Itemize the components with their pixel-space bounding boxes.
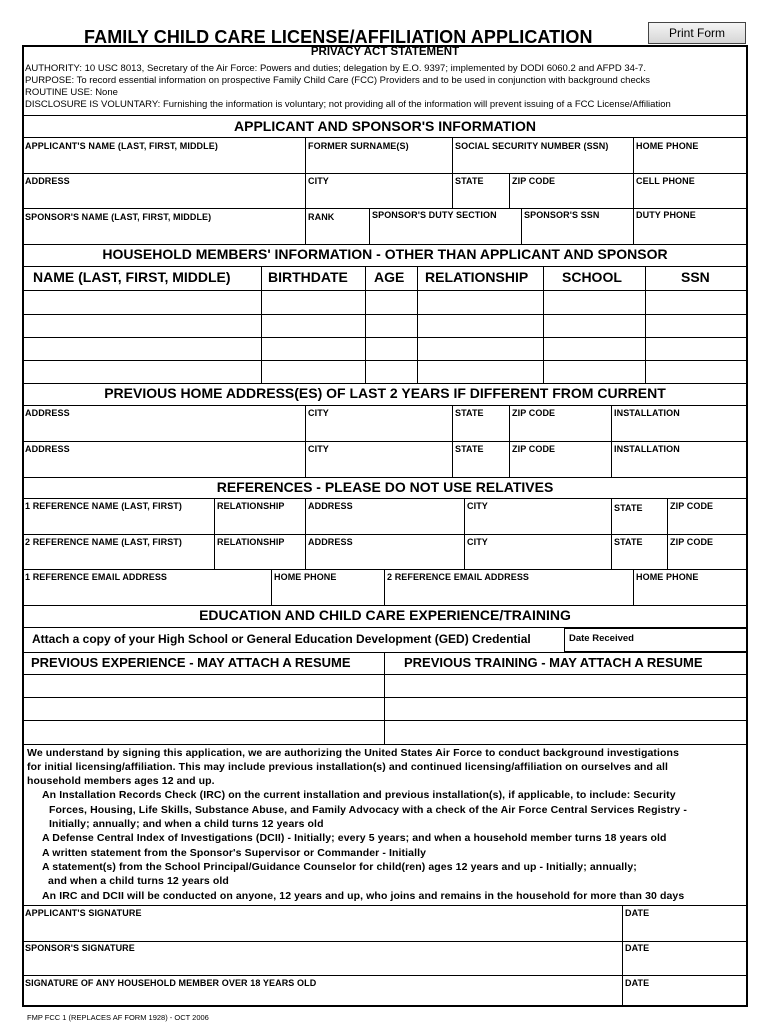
ref2-city-label: CITY (467, 537, 488, 547)
statement-line: Forces, Housing, Life Skills, Substance Abuse, and Family Advocacy with a check of the Air Force Central Services Registry - (49, 804, 687, 816)
training-field-1[interactable] (386, 676, 746, 696)
divider (22, 477, 748, 478)
ref1-home-phone-label: HOME PHONE (274, 572, 337, 582)
divider (464, 498, 465, 569)
divider (611, 498, 612, 569)
previous-training-header: PREVIOUS TRAINING - MAY ATTACH A RESUME (404, 655, 703, 670)
divider (509, 405, 510, 477)
experience-field-1[interactable] (24, 676, 382, 696)
cell-phone-field[interactable] (634, 187, 746, 207)
divider (369, 208, 370, 244)
divider (417, 266, 418, 383)
divider (22, 314, 748, 315)
sponsor-ssn-field[interactable] (522, 222, 633, 242)
divider (305, 137, 306, 244)
state-label: STATE (455, 176, 484, 186)
divider (305, 498, 306, 569)
divider (22, 383, 748, 384)
household-signature-label: SIGNATURE OF ANY HOUSEHOLD MEMBER OVER 18 YEARS OLD (25, 978, 317, 988)
applicant-name-field[interactable] (24, 152, 304, 172)
divider (22, 941, 748, 942)
prev-state-label: STATE (455, 408, 484, 418)
divider (22, 244, 748, 245)
privacy-authority: AUTHORITY: 10 USC 8013, Secretary of the Air Force: Powers and duties; delegation by E.O. 9397; implemented by DODI 6060.2 and AFPD 34-7. (25, 63, 646, 74)
rank-label: RANK (308, 212, 335, 222)
divider (452, 137, 453, 208)
privacy-disclosure: DISCLOSURE IS VOLUNTARY: Furnishing the information is voluntary; not providing all of the information will prevent issuing of a FCC License/Affiliation (25, 99, 671, 110)
home-phone-label: HOME PHONE (636, 141, 699, 151)
household-row-3-name[interactable] (24, 339, 260, 359)
former-surname-label: FORMER SURNAME(S) (308, 141, 409, 151)
statement-line: household members ages 12 and up. (27, 775, 215, 787)
divider (22, 360, 748, 361)
divider (633, 137, 634, 244)
divider (22, 115, 748, 116)
print-form-button[interactable]: Print Form (648, 22, 746, 44)
applicant-name-label: APPLICANT'S NAME (LAST, FIRST, MIDDLE) (25, 141, 218, 151)
prev-address-field-2[interactable] (24, 455, 304, 476)
section-title-applicant: APPLICANT AND SPONSOR'S INFORMATION (234, 118, 536, 134)
applicant-signature-label: APPLICANT'S SIGNATURE (25, 908, 142, 918)
sponsor-ssn-label: SPONSOR'S SSN (524, 210, 600, 220)
divider (633, 569, 634, 605)
form-title: FAMILY CHILD CARE LICENSE/AFFILIATION APPLICATION (84, 27, 593, 47)
city-field[interactable] (306, 187, 452, 207)
divider (22, 744, 748, 745)
divider (22, 697, 748, 698)
divider (271, 569, 272, 605)
ref1-email-field[interactable] (24, 583, 270, 604)
col-school: SCHOOL (562, 269, 622, 285)
statement-line: A Defense Central Index of Investigations (DCII) - Initially; every 5 years; and when a household member turns 18 years old (42, 832, 667, 844)
divider (22, 652, 748, 653)
divider (22, 534, 748, 535)
sponsor-name-field[interactable] (24, 224, 304, 242)
col-ssn: SSN (681, 269, 710, 285)
ref2-zip-label: ZIP CODE (670, 537, 714, 547)
address-label: ADDRESS (25, 176, 70, 186)
sponsor-signature-field[interactable] (24, 954, 620, 974)
divider (22, 569, 748, 570)
prev-address-field[interactable] (24, 419, 304, 440)
divider (305, 405, 306, 477)
statement-line: for initial licensing/affiliation. This may include previous installation(s) and continued licensing/affiliation on ourselves and all (27, 761, 669, 773)
divider (261, 266, 262, 383)
divider (22, 290, 748, 291)
household-row-4-name[interactable] (24, 362, 260, 382)
prev-installation-label-2: INSTALLATION (614, 444, 680, 454)
ref2-name-label: 2 REFERENCE NAME (LAST, FIRST) (25, 537, 183, 547)
sponsor-date-label: DATE (625, 943, 650, 953)
prev-state-label-2: STATE (455, 444, 484, 454)
privacy-purpose: PURPOSE: To record essential information on prospective Family Child Care (FCC) Providers and to be used in conjunction with background checks (25, 75, 651, 86)
divider (22, 208, 748, 209)
ref2-name-field[interactable] (24, 548, 213, 568)
prev-zip-label: ZIP CODE (512, 408, 556, 418)
statement-line: An IRC and DCII will be conducted on anyone, 12 years and up, who joins and remains in the household for more than 30 days (42, 890, 685, 902)
sponsor-signature-label: SPONSOR'S SIGNATURE (25, 943, 135, 953)
ref2-address-label: ADDRESS (308, 537, 353, 547)
divider (521, 208, 522, 244)
ref1-state-label: STATE (614, 503, 643, 513)
state-field[interactable] (453, 187, 509, 207)
household-signature-field[interactable] (24, 989, 620, 1005)
divider (22, 337, 748, 338)
ssn-field[interactable] (453, 152, 633, 172)
ref1-address-label: ADDRESS (308, 501, 353, 511)
divider (22, 441, 748, 442)
divider (384, 569, 385, 605)
household-date-label: DATE (625, 978, 650, 988)
divider (645, 266, 646, 383)
divider (22, 605, 748, 606)
divider (214, 498, 215, 569)
applicant-date-field[interactable] (624, 919, 746, 940)
ref1-relationship-label: RELATIONSHIP (217, 501, 285, 511)
former-surname-field[interactable] (306, 152, 452, 172)
section-title-household: HOUSEHOLD MEMBERS' INFORMATION - OTHER THAN APPLICANT AND SPONSOR (102, 246, 668, 262)
divider (22, 720, 748, 721)
divider (384, 652, 385, 744)
ref1-city-label: CITY (467, 501, 488, 511)
ref1-name-label: 1 REFERENCE NAME (LAST, FIRST) (25, 501, 183, 511)
household-date-field[interactable] (624, 989, 746, 1005)
sponsor-date-field[interactable] (624, 954, 746, 974)
col-name: NAME (LAST, FIRST, MIDDLE) (33, 269, 231, 285)
ref1-zip-label: ZIP CODE (670, 501, 714, 511)
section-title-previous: PREVIOUS HOME ADDRESS(ES) OF LAST 2 YEARS IF DIFFERENT FROM CURRENT (104, 385, 666, 401)
divider (622, 905, 623, 1007)
divider (22, 498, 748, 499)
divider (509, 173, 510, 208)
previous-experience-header: PREVIOUS EXPERIENCE - MAY ATTACH A RESUME (31, 655, 351, 670)
col-birthdate: BIRTHDATE (268, 269, 348, 285)
divider (22, 905, 748, 906)
sponsor-name-label: SPONSOR'S NAME (LAST, FIRST, MIDDLE) (25, 212, 212, 222)
privacy-routine: ROUTINE USE: None (25, 87, 118, 98)
prev-city-label: CITY (308, 408, 329, 418)
cell-phone-label: CELL PHONE (636, 176, 695, 186)
ref1-email-label: 1 REFERENCE EMAIL ADDRESS (25, 572, 168, 582)
prev-zip-label-2: ZIP CODE (512, 444, 556, 454)
divider (22, 137, 748, 138)
zip-label: ZIP CODE (512, 176, 556, 186)
prev-address-label-2: ADDRESS (25, 444, 70, 454)
ssn-label: SOCIAL SECURITY NUMBER (SSN) (455, 141, 609, 151)
statement-line: and when a child turns 12 years old (48, 875, 229, 887)
ref2-relationship-label: RELATIONSHIP (217, 537, 285, 547)
statement-line: Initially; annually; and when a child turns 12 years old (49, 818, 324, 830)
applicant-date-label: DATE (625, 908, 650, 918)
ref2-email-field[interactable] (386, 583, 632, 604)
ref2-state-label: STATE (614, 537, 643, 547)
divider (22, 975, 748, 976)
address-field[interactable] (24, 187, 304, 207)
duty-section-label: SPONSOR'S DUTY SECTION (372, 210, 497, 220)
prev-city-label-2: CITY (308, 444, 329, 454)
duty-phone-field[interactable] (634, 222, 746, 242)
rank-field[interactable] (306, 224, 368, 242)
ref2-home-phone-label: HOME PHONE (636, 572, 699, 582)
ged-credential-text: Attach a copy of your High School or General Education Development (GED) Credential (32, 632, 531, 646)
divider (543, 266, 544, 383)
duty-section-field[interactable] (370, 222, 520, 242)
statement-line: We understand by signing this application, we are authorizing the United States Air Force to conduct background investigations (27, 747, 680, 759)
divider (22, 173, 748, 174)
divider (22, 405, 748, 406)
privacy-title: PRIVACY ACT STATEMENT (310, 46, 460, 58)
household-row-1-name[interactable] (24, 292, 260, 313)
col-age: AGE (374, 269, 405, 285)
divider (452, 405, 453, 477)
city-label: CITY (308, 176, 329, 186)
zip-field[interactable] (510, 187, 633, 207)
divider (667, 498, 668, 569)
form-number-footer: FMP FCC 1 (REPLACES AF FORM 1928) - OCT 2006 (27, 1013, 209, 1022)
divider (22, 266, 748, 267)
statement-line: An Installation Records Check (IRC) on the current installation and previous installation(s), if applicable, to include: Security (42, 789, 676, 801)
prev-address-label: ADDRESS (25, 408, 70, 418)
divider (611, 405, 612, 477)
statement-line: A statement(s) from the School Principal/Guidance Counselor for child(ren) ages 12 years and up - Initially; annually; (42, 861, 637, 873)
statement-line: A written statement from the Sponsor's Supervisor or Commander - Initially (42, 847, 427, 859)
divider (365, 266, 366, 383)
divider (22, 674, 748, 675)
household-row-2-name[interactable] (24, 316, 260, 336)
section-title-education: EDUCATION AND CHILD CARE EXPERIENCE/TRAINING (199, 607, 571, 623)
ref1-name-field[interactable] (24, 512, 213, 533)
section-title-references: REFERENCES - PLEASE DO NOT USE RELATIVES (216, 479, 554, 495)
duty-phone-label: DUTY PHONE (636, 210, 696, 220)
col-relationship: RELATIONSHIP (425, 269, 529, 285)
home-phone-field[interactable] (634, 152, 746, 172)
prev-installation-label: INSTALLATION (614, 408, 680, 418)
ref2-email-label: 2 REFERENCE EMAIL ADDRESS (387, 572, 530, 582)
applicant-signature-field[interactable] (24, 919, 620, 940)
date-received-label: Date Received (569, 633, 634, 644)
